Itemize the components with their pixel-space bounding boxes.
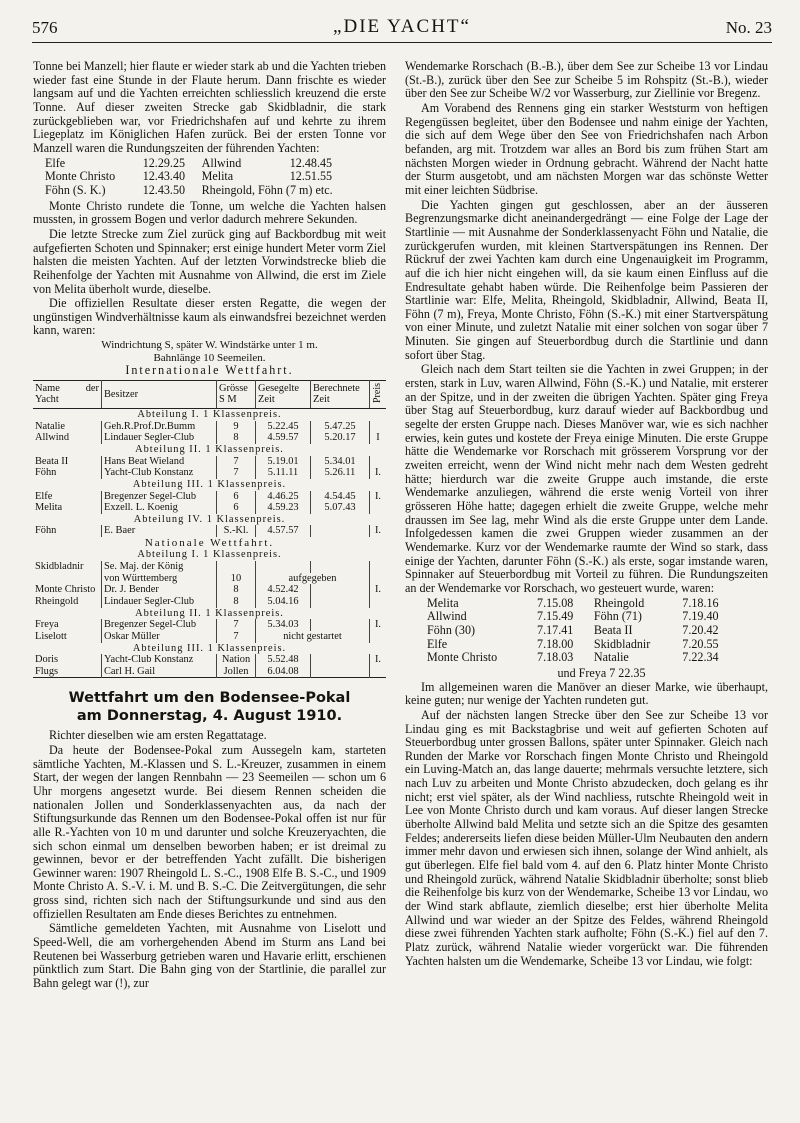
issue-number: No. 23 [725,18,772,37]
size: 8 [217,432,256,444]
owner: Lindauer Segler-Club [102,596,217,608]
sailed-time: 4.59.57 [256,432,311,444]
course-length: Bahnlänge 10 Seemeilen. [153,351,266,364]
paragraph: Am Vorabend des Rennens ging ein starker Weststurm von heftigen Regengüssen begleitet, über den Bodensee und nahm einige der Yachten, die sich auf dem Wege über den See von Friedrichshafen nach Arbon befanden, arg mit. Trotzdem war alles an Bord bis zum frühen Start am nächsten Morgen wieder in Ordnung gebracht. Während der Nacht hatte der Sturm ausgetobt, und am nächsten Morgen war das schönste Wetter mit einer leichten Südbrise. [405,100,768,197]
sailed-time: 4.59.23 [256,502,311,514]
time: 7.20.55 [682,636,719,651]
prize [370,502,387,514]
class-header-row [33,537,386,549]
table-row [33,631,386,643]
table-row [33,502,386,514]
yacht-name: Skidbladnir [593,636,651,651]
table-row [427,651,739,665]
computed-time: 5.34.01 [311,456,370,468]
yacht-name: Elfe [45,155,66,170]
yacht-name: Melita [427,595,459,610]
class-header-row [33,479,386,491]
sailed-time: 5.22.45 [256,421,311,433]
size: 7 [217,631,256,643]
col-computed: Berechnete Zeit [311,380,370,408]
yacht-name: Natalie [35,420,65,432]
results-body [33,409,386,678]
table-row [33,456,386,468]
yacht-name: Melita [35,502,63,514]
table-row [33,619,386,631]
yacht-name: Föhn (S. K.) [45,182,106,197]
prize: I. [370,619,387,631]
size: 10 [217,573,256,585]
size: Jollen [217,666,256,678]
table-row [45,170,384,184]
yacht-name: Skidbladnir [35,561,84,573]
table-row [427,638,739,652]
col-prize [370,380,387,408]
time: 7.20.42 [682,622,719,637]
prize [370,596,387,608]
paragraph: Richter dieselben wie am ersten Regattatage. [49,728,267,743]
table-header [33,380,386,408]
yacht-name: Flugs [35,665,59,677]
paragraph: Die Yachten gingen gut geschlossen, aber an der äusseren Begrenzungsmarke dicht aneinandergedrängt — eine Folge der Lage der Startlinie — mit Ausnahme der Sonderklassenyacht Föhn und Natalie, die zurückgerufen wurden, mit kleinen Startverspätungen ins Rennen. Der Rückruf der zwei Yachten kam durch eine Ungenauigkeit im Programm, auf die ich hier nicht eingehen will, da sie kaum einen Einfluss auf die Endresultate gehabt haben würde. Die Reihenfolge beim Passieren der Startlinie war: Elfe, Melita, Rheingold, Skidbladnir, Allwind, Beata II, Föhn (7 m), Freya, Monte Christo, Föhn (S.-K.) mit einer Startverspätung von einer Minute, und zuletzt Natalie mit einer solchen von sogar über 7 Minuten. Sie gingen auf Steuerbordbug durch die Startlinie und dann sofort über Stag. [405,197,768,362]
paragraph: Sämtliche gemeldeten Yachten, mit Ausnahme von Liselott und Speed-Well, die am vorhergehenden Abend im Sturm ans Land bei Reutenen bei Wasserburg getrieben waren und Havarie erlitt, erschienen pünktlich zum Start. Die Bahn ging von der Startlinie, die parallel zur Bahn gelegt war (!), zur [33,921,386,991]
section-title: Internationale Wettfahrt. [125,362,294,377]
time: 12.43.50 [142,182,186,197]
size: 9 [217,421,256,433]
class-label: Abteilung II. 1 Klassenpreis. [135,443,284,455]
class-label: Abteilung I. 1 Klassenpreis. [137,549,282,561]
heading-line: am Donnerstag, 4. August 1910. [76,707,343,724]
computed-time: 5.07.43 [311,502,370,514]
computed-time: 5.26.11 [311,467,370,479]
table-row [33,525,386,537]
prize: I. [370,525,387,537]
class-header-row [33,549,386,561]
size: 6 [217,502,256,514]
size: S.-Kl. [217,525,256,537]
table-row [33,491,386,503]
owner: Oskar Müller [102,631,217,643]
yacht-name: Rheingold [593,595,645,610]
yacht-name: Melita [201,169,234,184]
computed-time [311,654,370,666]
page-number: 576 [32,18,58,37]
computed-time [311,584,370,596]
size [217,561,256,573]
prize [370,631,387,643]
prize [370,456,387,468]
table-row [33,573,386,585]
computed-time: 5.47.25 [311,421,370,433]
col-name: Name der Yacht [33,380,102,408]
prize [370,421,387,433]
table-row [33,666,386,678]
yacht-name: Föhn [35,525,57,537]
yacht-name: Rheingold, Föhn (7 m) etc. [201,182,333,197]
yacht-name: Allwind [35,432,70,444]
time: 12.51.55 [289,169,333,184]
time: 7.17.41 [537,622,574,637]
table-row [33,561,386,573]
owner: Hans Beat Wieland [102,456,217,468]
class-header-row [33,643,386,655]
col-owner: Besitzer [102,380,217,408]
prize-label: Preis [372,382,383,403]
class-label: Abteilung III. 1 Klassenpreis. [132,478,287,490]
sailed-time: 6.04.08 [256,666,311,678]
paragraph: Die offiziellen Resultate dieser ersten Regatte, die wegen der ungünstigen Windverhältnisse kaum als einwandsfrei bezeichnet werden kann, waren: [33,296,386,338]
yacht-name: Elfe [427,636,448,651]
time: 12.29.25 [142,155,186,170]
yacht-name: Natalie [593,650,629,665]
sailed-time: aufgegeben [256,573,370,585]
time: 7.18.03 [537,650,574,665]
prize: I [370,432,387,444]
sailed-time [256,561,311,573]
time: 7.18.00 [537,636,574,651]
size: 7 [217,456,256,468]
paragraph: Auf der nächsten langen Strecke über den See zur Scheibe 13 vor Lindau ging es mit Backstagbrise und weit auf gefierten Schoten auf Steuerbordbug unter grossen Ballons, später unter Spinnaker. Gleich nach Runden der Marke vor Rorschach fingen Monte Christo und Rheingold ein Luving-Match an, das lange dauerte; mehrmals versuchte letztere, sich nach Luv zu arbeiten und Monte Christo abzudecken, doch gelang es ihr nicht; erst viel später, als der Wind nachliess, rutschte Rheingold weit in Lee von Monte Christo durch und kam voraus. Auf dieser langen Strecke überholte Allwind bald Melita und setzte sich an die Spitze des gesamten Feldes; andererseits liefen diese beiden Müller-Ulm Neubauten den andern immer mehr davon und erwiesen sich ihnen, solange der Wind anhielt, als gut überlegen. Elfe fiel bald vom 4. auf den 6. Platz hinter Monte Christo und Rheingold zurück, während Natalie Skidbladnir überholte; sonst blieb die Reihenfolge bis kurz von der Wendemarke, Scheibe 13 vor Lindau, wo der Wind stark abflaute, ziemlich dieselbe; erst hier überholte Melita Allwind und war wieder an der Spitze des Feldes, während Rheingold diese zwei führenden Yachten stark aufholte; Föhn (S.-K.) fiel auf den 7. Platz zurück, während Natalie wieder vorgerückt war. Die führenden Yachten halsten um die Wendemarke, Scheibe 13 vor Lindau, wie folgt: [405,707,768,968]
class-header-row [33,608,386,620]
table-row [45,157,384,171]
owner: Dr. J. Bender [102,584,217,596]
table-row [33,596,386,608]
class-label: Abteilung III. 1 Klassenpreis. [132,642,287,654]
owner: E. Baer [102,525,217,537]
sailed-time: nicht gestartet [256,631,370,643]
class-header-row [33,409,386,421]
col-size: Grösse S M [217,380,256,408]
left-column [33,60,386,992]
time: 12.43.40 [142,169,186,184]
table-row [33,584,386,596]
time: 7.22.34 [682,650,719,665]
size: 6 [217,491,256,503]
yacht-name: Beata II [593,622,633,637]
sailed-time: 4.52.42 [256,584,311,596]
yacht-name: Allwind [201,155,242,170]
prize: I. [370,654,387,666]
prize: I. [370,467,387,479]
table-row [33,432,386,444]
section-heading [33,690,386,725]
sailed-time: 4.46.25 [256,491,311,503]
paragraph: Tonne bei Manzell; hier flaute er wieder stark ab und die Yachten trieben wieder fast eine Stunde in der Flaute herum. Dann frischte es wieder langsam auf und die Yachten erreichten schliesslich kreuzend die erste Tonne. Auf dieser zweiten Strecke gab Skidbladnir, die stark zurückgeblieben war, vor Friedrichshafen auf und kehrte zu ihrem Liegeplatz im Königlichen Hafen zurück. Bei der ersten Tonne vor Manzell waren die Rundungszeiten der führenden Yachten: [33,59,386,155]
table-row [427,610,739,624]
yacht-name: Doris [35,654,59,666]
size: Nation [217,654,256,666]
rorschach-times-table [427,597,739,665]
page-header [32,16,772,43]
right-column [405,60,768,969]
rounding-times-table [45,157,384,198]
yacht-name: Elfe [35,490,53,502]
time: 12.48.45 [289,155,333,170]
paragraph: Monte Christo rundete die Tonne, um welche die Yachten halsen mussten, in grossem Bogen und verlor dadurch mehrere Sekunden. [33,198,386,227]
computed-time [311,525,370,537]
paragraph: Gleich nach dem Start teilten sie die Yachten in zwei Gruppen; in der ersten, stark in Luv, waren Allwind, Föhn (S.-K.) und Natalie, mit ersterer an der Spitze, und in der zweiten die übrigen Yachten. Später ging Freya über Stag auf Steuerbordbug, kurz darauf wieder auf Backbordbug und segelte der ersten Gruppe nach. Dieses Manöver war, wie es sich nachher erwies, kein gutes und kostete der Freya einige Minuten. Die erste Gruppe hätte die Wendemarke vor Rorschach mit grösserem Vorsprung vor der zweiten erreicht, wenn der Wind nicht mehr nach dem Westen gedreht hätte; hierdurch war die zweite Gruppe auch imstande, die erste Wendemarke anzuliegen, während die erste wenig Vorteil von ihrer grösseren Höhe hatte; dagegen erhielt die zweite Gruppe, welche mehr draussen im See lag, mehr Wind als die erste Gruppe unter dem Lande. Infolgedessen kamen die zwei Gruppen wieder zusammen an der Wendemarke. Kurz vor der Wendemarke raumte der Wind so stark, dass einige der Yachten, darunter Föhn (S.-K.) als erste, sogar imstande waren, Spinnaker auf Steuerbordbug mit Vorteil zu führen. Die Rundungszeiten an der Wendemarke vor Rorschach, wo gesteuert wurde, waren: [405,362,768,595]
size: 8 [217,584,256,596]
sailed-time: 5.19.01 [256,456,311,468]
yacht-name: Monte Christo [427,650,498,665]
class-header-row [33,514,386,526]
paragraph: Die letzte Strecke zum Ziel zurück ging auf Backbordbug mit weit aufgefierten Schoten und Spinnaker; erst einige hundert Meter vorm Ziel halsten die meisten Yachten. Auf der letzten Vorwindstrecke blieb die Reihenfolge der Yachten mit Ausnahme von Allwind, die erst im Ziele von Melita überholt wurde, dieselbe. [33,226,386,296]
computed-time [311,561,370,573]
journal-title: „DIE YACHT“ [333,16,471,37]
heading-line: Wettfahrt um den Bodensee-Pokal [68,690,351,707]
class-label: Abteilung IV. 1 Klassenpreis. [133,513,286,525]
table-row [427,597,739,611]
table-row [427,624,739,638]
prize [370,666,387,678]
yacht-name: Rheingold [35,595,79,607]
class-header-row [33,444,386,456]
prize: I. [370,491,387,503]
owner: Yacht-Club Konstanz [102,654,217,666]
sailed-time: 5.52.48 [256,654,311,666]
owner: Bregenzer Segel-Club [102,619,217,631]
yacht-name: Liselott [35,630,67,642]
prize [370,573,387,585]
class-label: Abteilung II. 1 Klassenpreis. [135,607,284,619]
yacht-name: Monte Christo [45,169,116,184]
time: 7.15.49 [537,609,574,624]
time: 7.19.40 [682,609,719,624]
yacht-name: Föhn (71) [593,609,642,624]
owner: Carl H. Gail [102,666,217,678]
prize: I. [370,584,387,596]
computed-time [311,666,370,678]
owner: Geh.R.Prof.Dr.Bumm [102,421,217,433]
yacht-name: Föhn (30) [427,622,476,637]
size: 7 [217,467,256,479]
owner: von Württemberg [102,573,217,585]
owner: Yacht-Club Konstanz [102,467,217,479]
yacht-name: Freya [35,619,59,631]
owner: Se. Maj. der König [102,561,217,573]
owner: Bregenzer Segel-Club [102,491,217,503]
yacht-name: Föhn [35,467,57,479]
computed-time [311,619,370,631]
computed-time: 4.54.45 [311,491,370,503]
col-sailed: Gesegelte Zeit [256,380,311,408]
class-label: Nationale Wettfahrt. [144,537,275,550]
sailed-time: 5.11.11 [256,467,311,479]
paragraph: Da heute der Bodensee-Pokal zum Aussegeln kam, starteten sämtliche Yachten, M.-Klassen und S. L.-Kreuzer, zusammen in einem Start, der wegen der langen Rennbahn — 23 Seemeilen — schon um 6 Uhr morgens angesetzt wurde. Bei diesem Rennen scheiden die nationalen Jollen und Sonderklassenyachten aus, da nach der Stiftungsurkunde das Rennen um den Bodensee-Pokal offen ist nur für alle R.-Yachten von 10 m und darunter und solche Kreuzeryachten, die sich schon einmal um denselben beworben haben; er ist dreimal zu gewinnen, bevor er der betreffenden Yacht zufällt. Die bisherigen Gewinner waren: 1907 Rheingold L. S.-C., 1908 Elfe B. S.-C., und 1909 Monte Christo A. S.-V. i. M. und B. S.-C. Die Zeitvergütungen, die sehr gross sind, richten sich nach der Stiftungsurkunde und sind aus den offiziellen Resultaten am Ende dieses Berichtes zu entnehmen. [33,742,386,921]
results-table [33,380,386,679]
yacht-name: Beata II [35,455,69,467]
paragraph: Wendemarke Rorschach (B.-B.), über dem See zur Scheibe 13 vor Lindau (St.-B.), zurück über den See zur Scheibe 5 im Rohspitz (St.-B.), wieder über den See zur Scheibe W/2 vor Wasserburg, zur Ziellinie vor Bregenz. [405,59,768,101]
sailed-time: 5.04.16 [256,596,311,608]
yacht-name: Monte Christo [35,584,96,596]
owner: Exzell. L. Koenig [102,502,217,514]
size: 8 [217,596,256,608]
sailed-time: 4.57.57 [256,525,311,537]
prize [370,561,387,573]
table-row [33,421,386,433]
wind-info: Windrichtung S, später W. Windstärke unter 1 m. [101,339,318,352]
size: 7 [217,619,256,631]
class-label: Abteilung I. 1 Klassenpreis. [137,409,282,421]
computed-time: 5.20.17 [311,432,370,444]
yacht-name: Allwind [427,609,467,624]
computed-time [311,596,370,608]
owner: Lindauer Segler-Club [102,432,217,444]
yacht-name [33,573,102,585]
table-row [33,467,386,479]
table-row [33,654,386,666]
freya-time: und Freya 7 22.35 [557,665,646,680]
time: 7.15.08 [537,595,574,610]
time: 7.18.16 [682,595,719,610]
sailed-time: 5.34.03 [256,619,311,631]
table-row [45,184,384,198]
paragraph: Im allgemeinen waren die Manöver an dieser Marke, wie überhaupt, keine guten; nur wenige der Yachten rundeten gut. [405,679,768,708]
